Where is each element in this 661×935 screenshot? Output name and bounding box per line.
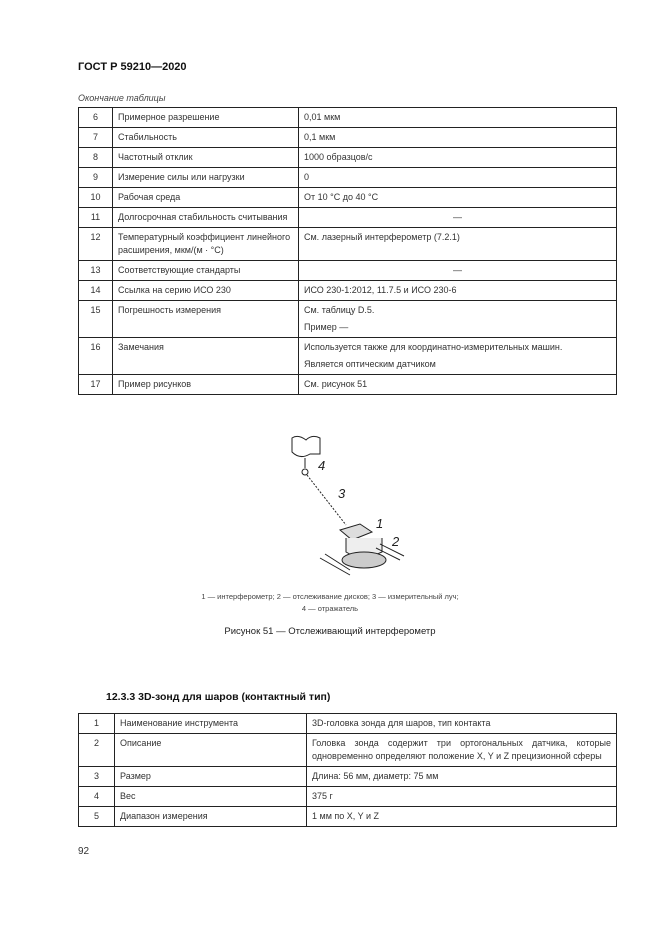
- row-value: [299, 338, 617, 375]
- row-value: [299, 228, 617, 261]
- document-header: ГОСТ Р 59210—2020: [78, 61, 187, 73]
- table-caption: Окончание таблицы: [78, 93, 166, 103]
- row-number: 11: [79, 208, 113, 228]
- row-number: 10: [79, 188, 113, 208]
- row-number: 15: [79, 301, 113, 338]
- tracking-interferometer-figure: [280, 430, 420, 580]
- row-parameter: Рабочая среда: [113, 188, 299, 208]
- table-row: [79, 767, 617, 787]
- value-line: Пример —: [304, 322, 349, 332]
- value-line: Является оптическим датчиком: [304, 359, 436, 369]
- row-number: 1: [79, 714, 115, 734]
- table-row: [79, 787, 617, 807]
- row-value: [299, 128, 617, 148]
- table-row: [79, 188, 617, 208]
- table-row: [79, 281, 617, 301]
- legend-line-2: 4 — отражатель: [301, 604, 359, 613]
- row-number: 14: [79, 281, 113, 301]
- table-row: [79, 168, 617, 188]
- value-line: См. таблицу D.5.: [304, 305, 375, 315]
- legend-line-1: 1 — интерферометр; 2 — отслеживание дисков; 3 — измерительный луч;: [201, 592, 459, 601]
- row-number: 9: [79, 168, 113, 188]
- table-row: [79, 208, 617, 228]
- value-line: См. рисунок 51: [304, 379, 368, 389]
- table-row: [79, 714, 617, 734]
- figure-caption: Рисунок 51 — Отслеживающий интерферометр: [224, 626, 436, 637]
- table-row: [79, 228, 617, 261]
- row-number: 17: [79, 375, 113, 395]
- row-parameter: Размер: [115, 767, 307, 787]
- value-line: От 10 °С до 40 °С: [304, 192, 379, 202]
- table-row: [79, 734, 617, 767]
- row-number: 4: [79, 787, 115, 807]
- value-line: 0,1 мкм: [304, 132, 336, 142]
- table-row: [79, 261, 617, 281]
- row-parameter: Температурный коэффициент линейного расширения, мкм/(м · °С): [113, 228, 299, 261]
- row-parameter: Частотный отклик: [113, 148, 299, 168]
- table-row: [79, 148, 617, 168]
- row-value: [299, 188, 617, 208]
- row-value: [299, 261, 617, 281]
- row-value: Длина: 56 мм, диаметр: 75 мм: [307, 767, 617, 787]
- value-line: См. лазерный интерферометр (7.2.1): [304, 232, 460, 242]
- row-number: 2: [79, 734, 115, 767]
- table-row: [79, 375, 617, 395]
- figure-label-1: 1: [376, 516, 384, 531]
- table-row: [79, 108, 617, 128]
- table-row: [79, 807, 617, 827]
- row-value: Головка зонда содержит три ортогональных датчика, которые одновременно определяют положение X, Y и Z прецизионной сферы: [307, 734, 617, 767]
- row-number: 12: [79, 228, 113, 261]
- table-row: [79, 301, 617, 338]
- value-line: —: [453, 212, 462, 222]
- row-number: 13: [79, 261, 113, 281]
- row-value: 3D-головка зонда для шаров, тип контакта: [307, 714, 617, 734]
- row-parameter: Замечания: [113, 338, 299, 375]
- figure-label-2: 2: [392, 534, 400, 549]
- row-value: [299, 168, 617, 188]
- row-value: [299, 375, 617, 395]
- figure-legend: [150, 591, 510, 615]
- row-parameter: Соответствующие стандарты: [113, 261, 299, 281]
- specs-table-continued: [78, 107, 617, 395]
- row-number: 3: [79, 767, 115, 787]
- row-value: [299, 281, 617, 301]
- row-parameter: Пример рисунков: [113, 375, 299, 395]
- row-parameter: Стабильность: [113, 128, 299, 148]
- row-value: [299, 108, 617, 128]
- value-line: 1000 образцов/с: [304, 152, 373, 162]
- row-value: 375 г: [307, 787, 617, 807]
- row-parameter: Погрешность измерения: [113, 301, 299, 338]
- row-value: [299, 148, 617, 168]
- row-parameter: Описание: [115, 734, 307, 767]
- value-line: —: [453, 265, 462, 275]
- value-line: 0: [304, 172, 310, 182]
- table-row: [79, 338, 617, 375]
- value-line: 0,01 мкм: [304, 112, 341, 122]
- table-row: [79, 128, 617, 148]
- row-value: 1 мм по X, Y и Z: [307, 807, 617, 827]
- row-number: 8: [79, 148, 113, 168]
- row-parameter: Ссылка на серию ИСО 230: [113, 281, 299, 301]
- row-parameter: Вес: [115, 787, 307, 807]
- section-title: 12.3.3 3D-зонд для шаров (контактный тип): [106, 691, 331, 703]
- value-line: Используется также для координатно-измерительных машин.: [304, 342, 563, 352]
- row-number: 6: [79, 108, 113, 128]
- row-parameter: Диапазон измерения: [115, 807, 307, 827]
- row-number: 16: [79, 338, 113, 375]
- row-parameter: Измерение силы или нагрузки: [113, 168, 299, 188]
- row-value: [299, 301, 617, 338]
- figure-label-3: 3: [338, 486, 346, 501]
- row-parameter: Наименование инструмента: [115, 714, 307, 734]
- page-number: 92: [78, 846, 90, 857]
- probe-specs-table: [78, 713, 617, 827]
- row-parameter: Примерное разрешение: [113, 108, 299, 128]
- row-number: 5: [79, 807, 115, 827]
- row-number: 7: [79, 128, 113, 148]
- value-line: ИСО 230-1:2012, 11.7.5 и ИСО 230-6: [304, 285, 457, 295]
- figure-label-4: 4: [318, 458, 326, 473]
- row-parameter: Долгосрочная стабильность считывания: [113, 208, 299, 228]
- row-value: [299, 208, 617, 228]
